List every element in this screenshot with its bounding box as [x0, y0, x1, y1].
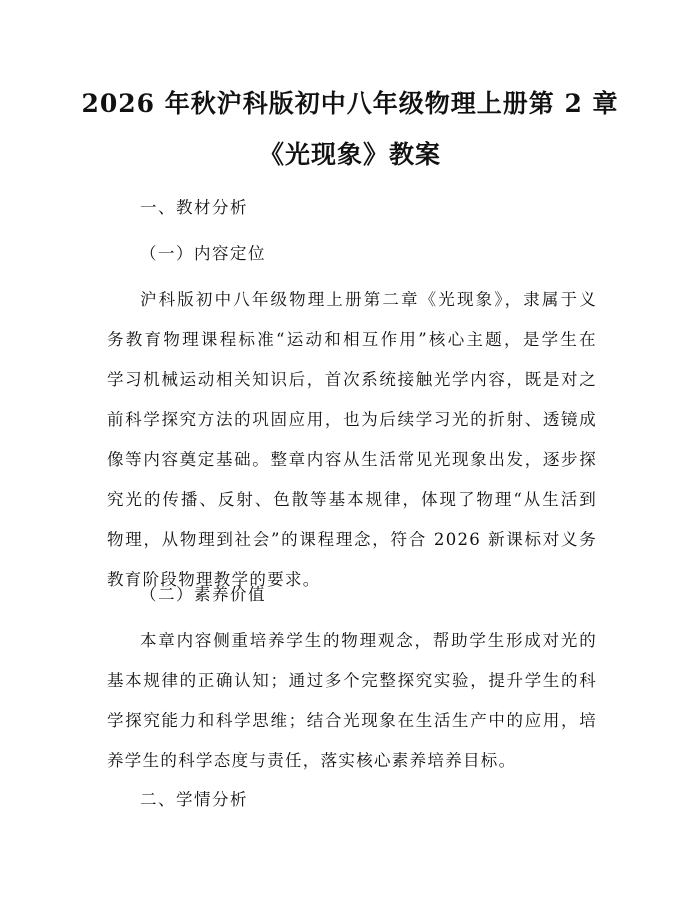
paragraph-literacy-value: [107, 629, 597, 789]
paragraph-line: 学习机械运动相关知识后，首次系统接触光学内容，既是对之: [107, 370, 597, 389]
paragraph-content-positioning: [107, 288, 597, 608]
paragraph-line: 学探究能力和科学思维；结合光现象在生活生产中的应用，培: [107, 711, 597, 730]
section-heading-teaching-material: 一、教材分析: [140, 198, 248, 217]
section-heading-learner-analysis: 二、学情分析: [140, 790, 248, 809]
paragraph-line: 基本规律的正确认知；通过多个完整探究实验，提升学生的科: [107, 671, 597, 690]
document-subtitle: 《光现象》教案: [258, 140, 441, 169]
document-title: 2026 年秋沪科版初中八年级物理上册第 2 章: [81, 89, 619, 118]
paragraph-line: 沪科版初中八年级物理上册第二章《光现象》，隶属于义: [140, 290, 597, 309]
paragraph-line: 本章内容侧重培养学生的物理观念，帮助学生形成对光的: [140, 631, 597, 650]
paragraph-line: 像等内容奠定基础。整章内容从生活常见光现象出发，逐步探: [107, 450, 597, 469]
paragraph-line: 务教育物理课程标准“运动和相互作用”核心主题，是学生在: [107, 330, 597, 349]
subsection-heading-content: （一）内容定位: [140, 244, 266, 263]
paragraph-line: 前科学探究方法的巩固应用，也为后续学习光的折射、透镜成: [107, 410, 597, 429]
paragraph-line: 究光的传播、反射、色散等基本规律，体现了物理“从生活到: [107, 490, 597, 509]
paragraph-line: 物理，从物理到社会”的课程理念，符合 2026 新课标对义务: [107, 530, 597, 549]
paragraph-line: 养学生的科学态度与责任，落实核心素养培养目标。: [107, 751, 517, 770]
paragraph-line: 教育阶段物理教学的要求。: [107, 570, 321, 589]
subsection-heading-literacy: （二）素养价值: [140, 585, 266, 604]
